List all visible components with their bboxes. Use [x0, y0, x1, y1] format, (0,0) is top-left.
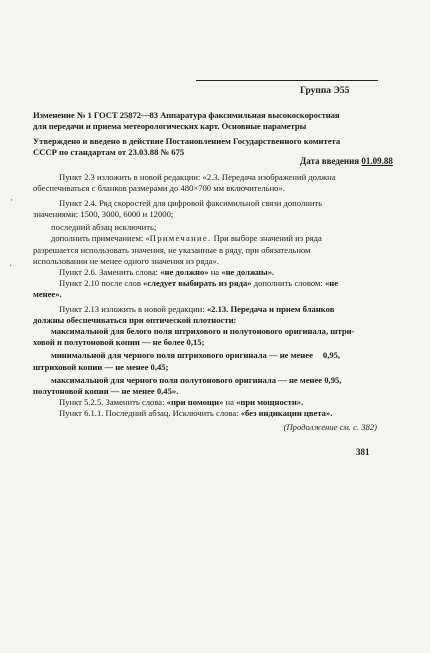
approval-line-2: СССР по стандартам от 23.03.88 № 675: [33, 147, 185, 157]
amendment-title-line-2: для передачи и приема метеорологических карт. Основные параметры: [33, 121, 307, 131]
body-line: Пункт 2.13 изложить в новой редакции: «2.13. Передача и прием бланков: [59, 304, 335, 315]
header-rule: [196, 80, 378, 81]
body-line: менее».: [33, 288, 62, 299]
amendment-body: [33, 172, 379, 433]
margin-mark: ': [10, 263, 12, 273]
body-line: штриховой копии — не менее 0,45;: [33, 361, 169, 372]
body-line: максимальной для белого поля штрихового и полутонового оригинала, штри-: [51, 326, 355, 337]
group-code: Группа Э55: [300, 86, 350, 96]
body-line: обеспечиваться с бланков размерами до 480×700 мм включительно».: [33, 183, 285, 194]
page-number: 381: [356, 447, 370, 458]
body-line: должны обеспечиваться при оптической плотности:: [33, 315, 237, 326]
amendment-title-line-1: Изменение № 1 ГОСТ 25872—83 Аппаратура факсимильная высокоскоростная: [33, 110, 340, 120]
body-line: полутоновой копии — не менее 0,45».: [33, 385, 179, 396]
body-line: значениями: 1500, 3000, 6000 и 12000;: [33, 209, 174, 220]
body-line: Пункт 5.2.5. Заменить слова: «при помощи» на «при мощности».: [59, 396, 304, 407]
body-line: ховой и полутоновой копии — не более 0,15;: [33, 337, 205, 348]
body-line: минимальной для черного поля штрихового оригинала — не менее 0,95,: [51, 350, 341, 361]
body-line: разрешается использовать значения, не указанные в ряду, при обязательном: [33, 244, 311, 255]
body-line: максимальной для черного поля полутонового оригинала — не менее 0,95,: [51, 374, 342, 385]
continuation-note: (Продолжение см. с. 382): [283, 421, 377, 432]
body-line: Пункт 2.10 после слов «следует выбирать из ряда» дополнить словом: «не: [59, 277, 339, 288]
body-line: использовании не менее одного значения из ряда».: [33, 255, 219, 266]
effective-date-label: Дата введения: [300, 156, 360, 166]
approval-line-1: Утверждено и введено в действие Постановлением Государственного комитета: [33, 136, 341, 146]
body-line: Пункт 6.1.1. Последний абзац. Исключить слова: «без индикации цвета».: [59, 407, 333, 418]
body-line: последний абзац исключить;: [51, 222, 157, 233]
effective-date: [300, 156, 393, 166]
body-line: Пункт 2.6. Заменить слова: «не должно» на «не должны».: [59, 266, 275, 277]
body-line: Пункт 2.3 изложить в новой редакции: «2.3. Передача изображений должна: [59, 172, 336, 182]
margin-mark: ·: [10, 195, 13, 205]
body-line: дополнить примечанием: «Примечание. При выборе значений из ряда: [51, 233, 322, 244]
effective-date-value: 01.09.88: [361, 156, 393, 166]
body-line: Пункт 2.4. Ряд скоростей для цифровой факсимильной связи дополнить: [59, 198, 323, 209]
